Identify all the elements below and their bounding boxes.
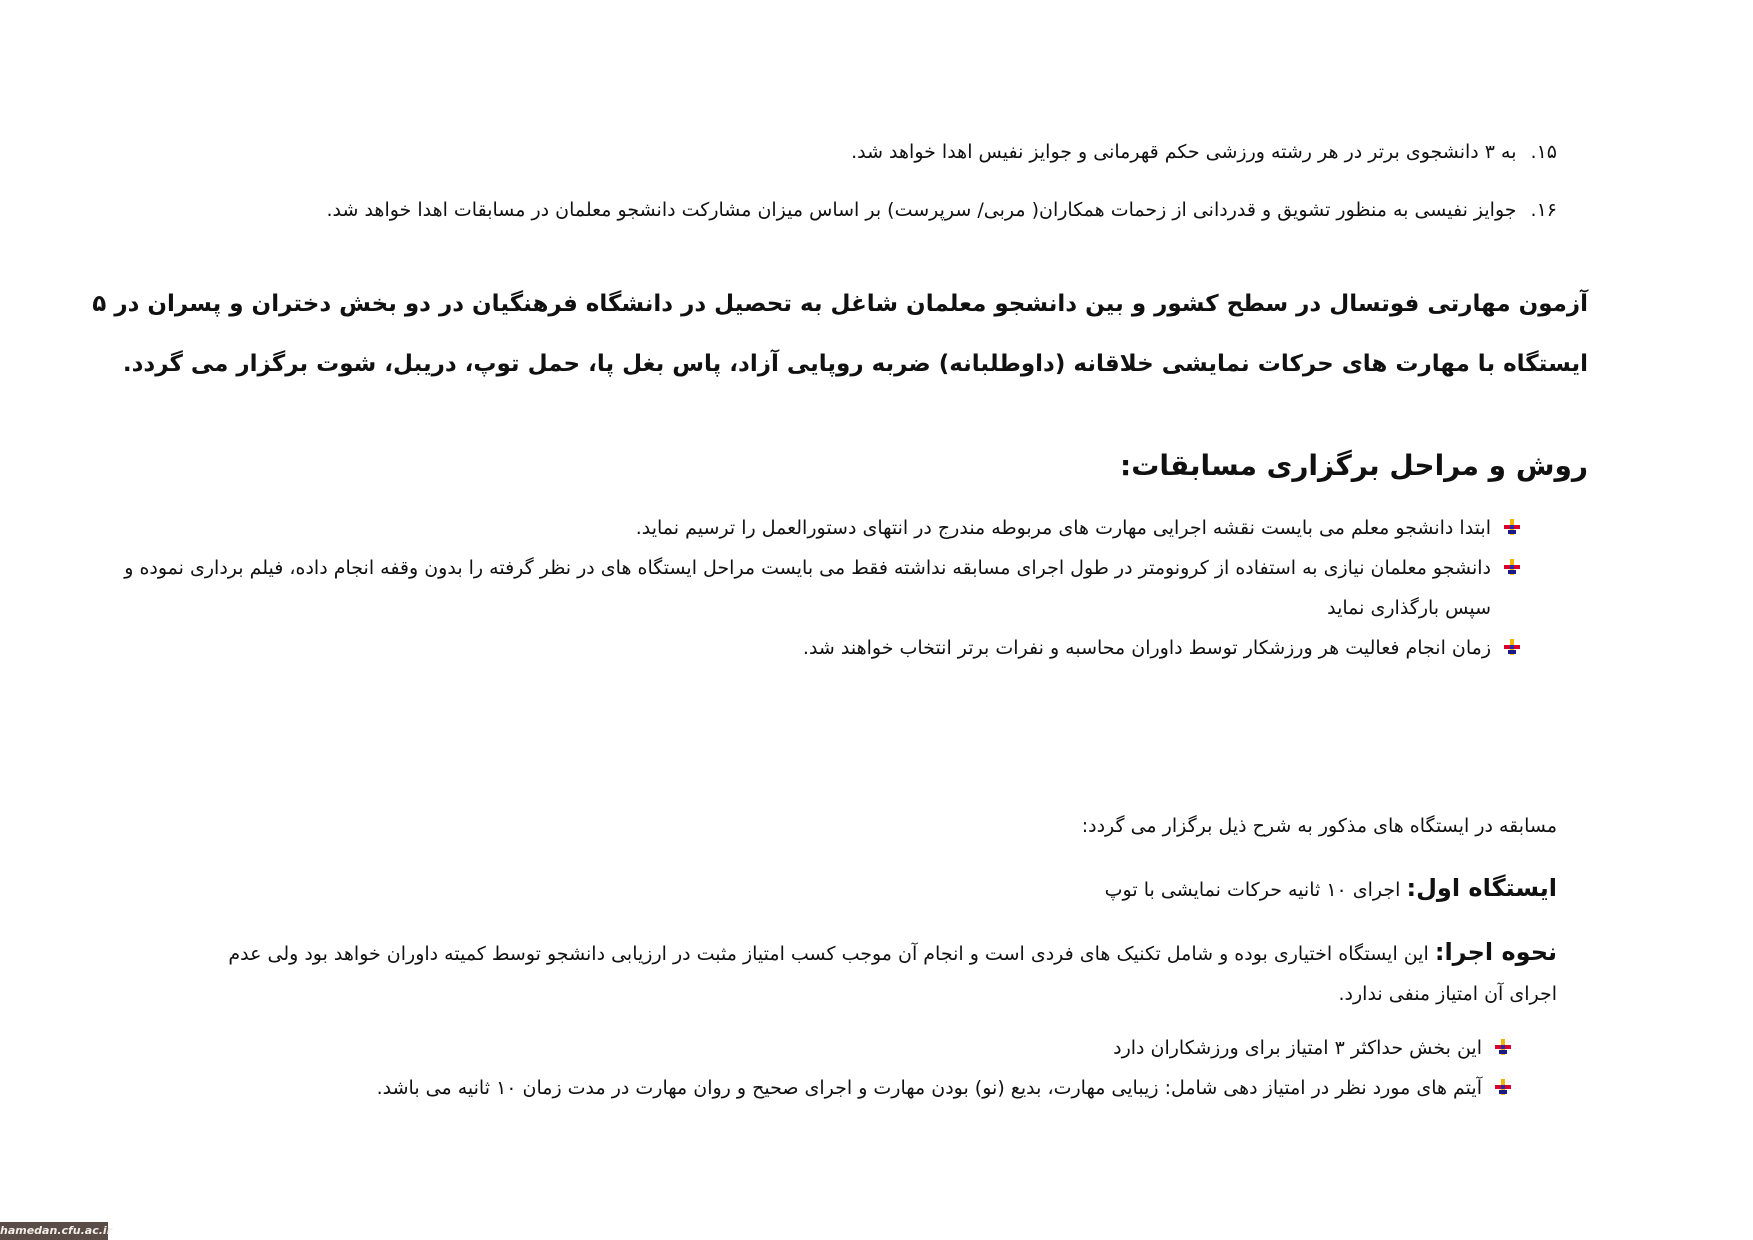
list-item bbox=[212, 1028, 1512, 1068]
arrow-bullet-icon bbox=[1503, 518, 1521, 536]
scoring-list bbox=[212, 1028, 1512, 1108]
arrow-bullet-icon bbox=[1503, 558, 1521, 576]
item-number: ۱۵. bbox=[1530, 141, 1557, 163]
item-text: جوایز نفیسی به منظور تشویق و قدردانی از زحمات همکاران( مربی/ سرپرست) بر اساس میزان مشارکت دانشجو معلمان در مسابقات اهدا خواهد شد. bbox=[326, 199, 1517, 221]
arrow-bullet-icon bbox=[1494, 1078, 1512, 1096]
list-item-text: این بخش حداکثر ۳ امتیاز برای ورزشکاران دارد bbox=[1113, 1037, 1482, 1059]
numbered-item bbox=[307, 196, 1557, 224]
list-item-text: ابتدا دانشجو معلم می بایست نقشه اجرایی مهارت های مربوطه مندرج در انتهای دستورالعمل را ترسیم نماید. bbox=[635, 517, 1491, 539]
list-item-text: دانشجو معلمان نیازی به استفاده از کرونومتر در طول اجرای مسابقه نداشته فقط می بایست مراحل ایستگاه های در نظر گرفته را بدون وقفه انجام داده، فیلم برداری نموده و سپس بارگذاری نماید bbox=[124, 557, 1491, 619]
list-item bbox=[121, 508, 1521, 548]
station-one-label: ایستگاه اول: bbox=[1406, 874, 1557, 902]
execution-text: این ایستگاه اختیاری بوده و شامل تکنیک های فردی است و انجام آن موجب کسب امتیاز مثبت در ارزیابی دانشجو توسط کمیته داوران خواهد بود ولی عدم اجرای آن امتیاز منفی ندارد. bbox=[228, 943, 1557, 1005]
station-one-text: اجرای ۱۰ ثانیه حرکات نمایشی با توپ bbox=[1104, 879, 1407, 901]
list-item-text: آیتم های مورد نظر در امتیاز دهی شامل: زیبایی مهارت، بدیع (نو) بودن مهارت و اجرای صحیح و روان مهارت در مدت زمان ۱۰ ثانیه می باشد. bbox=[376, 1077, 1482, 1099]
execution-label: نحوه اجرا: bbox=[1434, 938, 1557, 966]
list-item bbox=[121, 628, 1521, 668]
method-list bbox=[121, 508, 1521, 668]
item-number: ۱۶. bbox=[1530, 199, 1557, 221]
list-item bbox=[212, 1068, 1512, 1108]
list-item bbox=[121, 548, 1521, 628]
stations-intro: مسابقه در ایستگاه های مذکور به شرح ذیل برگزار می گردد: bbox=[1081, 815, 1557, 837]
main-paragraph: آزمون مهارتی فوتسال در سطح کشور و بین دانشجو معلمان شاغل به تحصیل در دانشگاه فرهنگیان در دو بخش دختران و پسران در ۵ ایستگاه با مهارت های حرکات نمایشی خلاقانه (داوطلبانه) ضربه روپایی آزاد، پاس بغل پا، حمل توپ، دریبل، شوت برگزار می گردد. bbox=[92, 291, 1588, 377]
item-text: به ۳ دانشجوی برتر در هر رشته ورزشی حکم قهرمانی و جوایز نفیس اهدا خواهد شد. bbox=[851, 141, 1517, 163]
site-watermark: hamedan.cfu.ac.ir bbox=[0, 1222, 108, 1240]
execution-paragraph bbox=[181, 932, 1557, 1014]
station-one bbox=[357, 868, 1557, 910]
section-heading: روش و مراحل برگزاری مسابقات: bbox=[1120, 449, 1588, 482]
arrow-bullet-icon bbox=[1503, 638, 1521, 656]
numbered-item bbox=[307, 138, 1557, 166]
list-item-text: زمان انجام فعالیت هر ورزشکار توسط داوران محاسبه و نفرات برتر انتخاب خواهند شد. bbox=[802, 637, 1491, 659]
arrow-bullet-icon bbox=[1494, 1038, 1512, 1056]
